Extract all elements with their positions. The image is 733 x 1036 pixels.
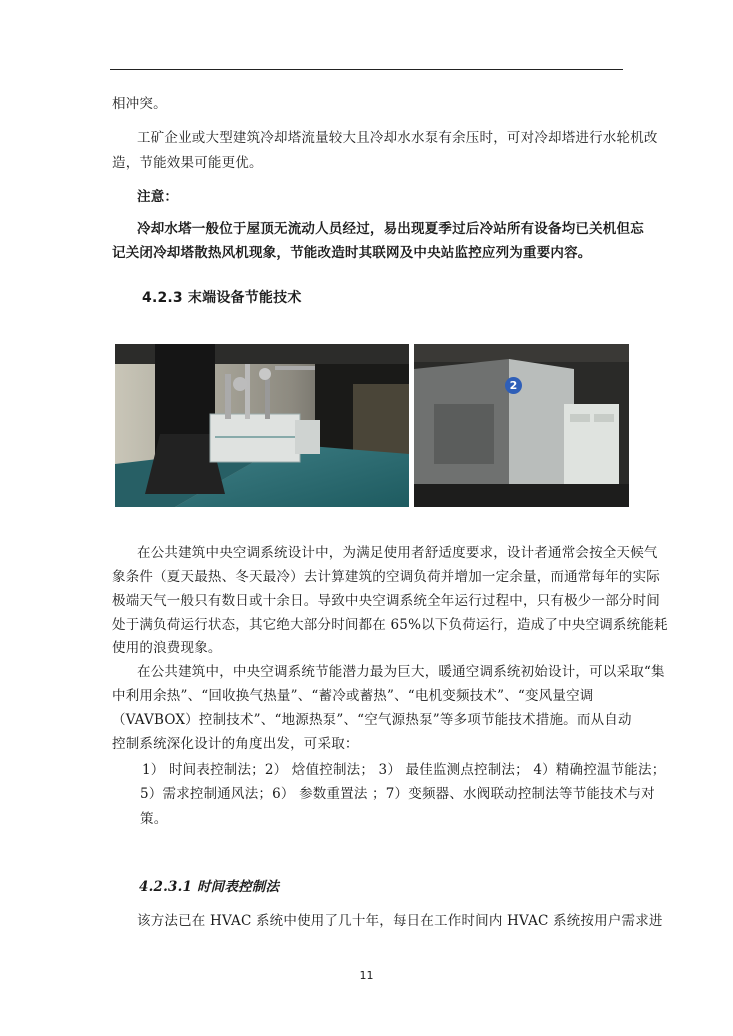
- method-list-line: 1） 时间表控制法；2） 焓值控制法； 3） 最佳监测点控制法； 4）精确控温节能法；: [142, 762, 666, 778]
- subsection-heading: 4.2.3.1 时间表控制法: [139, 879, 280, 895]
- paragraph-line: 在公共建筑中央空调系统设计中，为满足使用者舒适度要求，设计者通常会按全天候气: [137, 545, 658, 561]
- paragraph-line: 控制系统深化设计的角度出发，可采取：: [112, 736, 359, 752]
- paragraph-line: 在公共建筑中，中央空调系统节能潜力最为巨大，暖通空调系统初始设计，可以采取“集: [137, 664, 665, 680]
- continuation-line: 相冲突。: [112, 96, 167, 112]
- paragraph-line: 使用的浪费现象。: [112, 640, 222, 656]
- note-title: 注意：: [137, 189, 179, 205]
- header-rule: [110, 69, 623, 70]
- paragraph-line: 工矿企业或大型建筑冷却塔流量较大且冷却水水泵有余压时，可对冷却塔进行水轮机改: [137, 130, 658, 146]
- paragraph-line: 该方法已在 HVAC 系统中使用了几十年，每日在工作时间内 HVAC 系统按用户需求进: [137, 913, 663, 929]
- photo-lab-units: [115, 344, 409, 507]
- method-list-line: 策。: [140, 811, 168, 827]
- paragraph-line: （VAVBOX）控制技术”、“地源热泵”、“空气源热泵”等多项节能技术措施。而从自动: [112, 712, 632, 728]
- photo-lab-units-image: [115, 344, 409, 507]
- method-list-line: 5）需求控制通风法；6） 参数重置法 ；7）变频器、水阀联动控制法等节能技术与对: [140, 786, 655, 802]
- paragraph-line: 处于满负荷运行状态，其它绝大部分时间都在 65%以下负荷运行，造成了中央空调系统能耗: [112, 617, 668, 633]
- paragraph-line: 造，节能效果可能更优。: [112, 155, 263, 171]
- photo-ahu-image: [414, 344, 629, 507]
- note-line: 记关闭冷却塔散热风机现象，节能改造时其联网及中央站监控应列为重要内容。: [112, 245, 592, 261]
- unit-number-badge: 2: [505, 377, 522, 394]
- paragraph-line: 极端天气一般只有数日或十余日。导致中央空调系统全年运行过程中，只有极少一部分时间: [112, 593, 660, 609]
- paragraph-line: 象条件（夏天最热、冬天最冷）去计算建筑的空调负荷并增加一定余量，而通常每年的实际: [112, 569, 660, 585]
- page-number: 11: [359, 969, 374, 982]
- photo-ahu: [414, 344, 629, 507]
- section-heading: 4.2.3 末端设备节能技术: [142, 290, 302, 306]
- note-line: 冷却水塔一般位于屋顶无流动人员经过，易出现夏季过后冷站所有设备均已关机但忘: [137, 221, 644, 237]
- paragraph-line: 中利用余热”、“回收换气热量”、“蓄冷或蓄热”、“电机变频技术”、“变风量空调: [112, 688, 594, 704]
